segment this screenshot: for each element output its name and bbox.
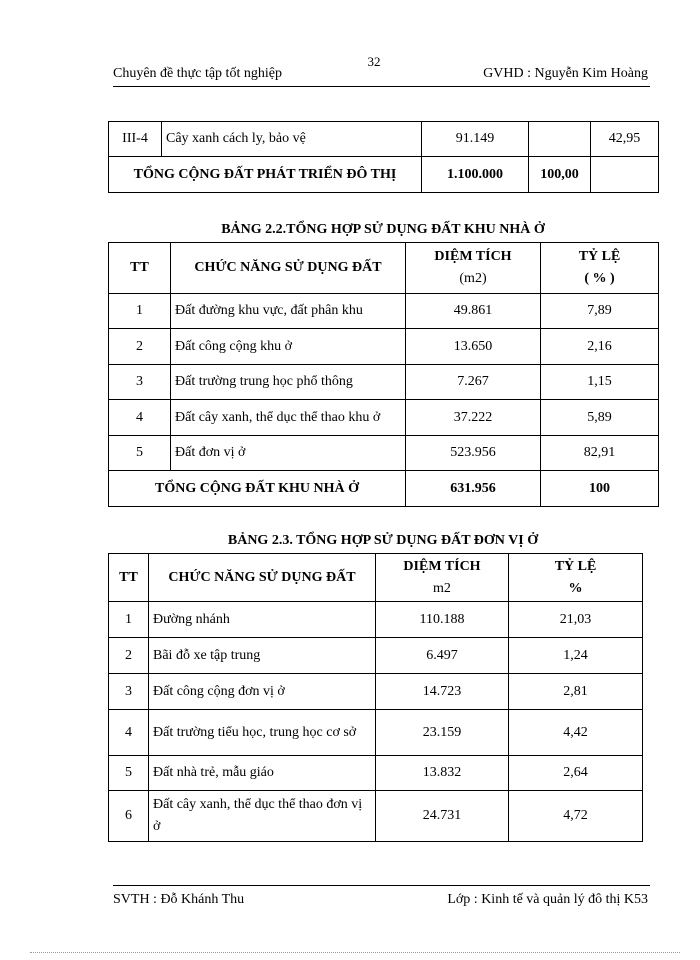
table-row xyxy=(109,791,643,842)
header-advisor: GVHD : Nguyễn Kim Hoàng xyxy=(483,66,648,81)
cell-function: Đường nhánh xyxy=(149,602,376,638)
cell-area: 13.832 xyxy=(376,756,509,791)
cell-function: Đất trường tiểu học, trung học cơ sở xyxy=(149,710,376,756)
cell-area: 523.956 xyxy=(406,436,541,471)
cell-function: Đất đơn vị ở xyxy=(171,436,406,471)
cell-ratio: 4,42 xyxy=(509,710,643,756)
cell-tt: 3 xyxy=(109,674,149,710)
cell-area: 37.222 xyxy=(406,400,541,436)
cell-tt: 2 xyxy=(109,638,149,674)
cell-function: Cây xanh cách ly, bảo vệ xyxy=(162,122,422,157)
cell-area: 23.159 xyxy=(376,710,509,756)
cell-ratio: 2,81 xyxy=(509,674,643,710)
table-row xyxy=(109,756,643,791)
cell-tt: 1 xyxy=(109,294,171,329)
cell-function: Đất cây xanh, thể dục thể thao khu ở xyxy=(171,400,406,436)
header-tt: TT xyxy=(109,554,149,602)
table-row xyxy=(109,638,643,674)
cell-tt: 5 xyxy=(109,756,149,791)
table2-title: BẢNG 2.2.TỔNG HỢP SỬ DỤNG ĐẤT KHU NHÀ Ở xyxy=(221,222,545,237)
total-label: TỔNG CỘNG ĐẤT PHÁT TRIỂN ĐÔ THỊ xyxy=(109,157,422,193)
cell-function: Bãi đỗ xe tập trung xyxy=(149,638,376,674)
table-row xyxy=(109,365,659,400)
cell-area: 91.149 xyxy=(422,122,529,157)
cell-area: 13.650 xyxy=(406,329,541,365)
table-header-row xyxy=(109,243,659,294)
header-ratio xyxy=(541,243,659,294)
table-row xyxy=(109,710,643,756)
cell-tt: 1 xyxy=(109,602,149,638)
table-continuation xyxy=(108,121,659,193)
header-tt: TT xyxy=(109,243,171,294)
cell-area: 24.731 xyxy=(376,791,509,842)
header-ratio-label: TỶ LỆ xyxy=(578,249,621,264)
cell-ratio: 82,91 xyxy=(541,436,659,471)
header-area-label: DIỆM TÍCH xyxy=(434,249,512,264)
cell-function: Đất trường trung học phổ thông xyxy=(171,365,406,400)
header-ratio-unit: ( % ) xyxy=(584,271,615,286)
table-row xyxy=(109,400,659,436)
cell-area: 6.497 xyxy=(376,638,509,674)
cell-ratio: 2,64 xyxy=(509,756,643,791)
header-rule xyxy=(113,86,650,87)
cell-ratio: 7,89 xyxy=(541,294,659,329)
header-ratio xyxy=(509,554,643,602)
total-area: 631.956 xyxy=(406,471,541,507)
total-label: TỔNG CỘNG ĐẤT KHU NHÀ Ở xyxy=(109,471,406,507)
total-ratio: 100,00 xyxy=(529,157,591,193)
cell-function: Đất cây xanh, thể dục thể thao đơn vị ở xyxy=(149,791,376,842)
page-bottom-dotted-line xyxy=(30,952,680,953)
cell-area: 14.723 xyxy=(376,674,509,710)
cell-function: Đất nhà trẻ, mẫu giáo xyxy=(149,756,376,791)
cell-tt: III-4 xyxy=(109,122,162,157)
header-function: CHỨC NĂNG SỬ DỤNG ĐẤT xyxy=(149,554,376,602)
cell-function: Đất công cộng đơn vị ở xyxy=(149,674,376,710)
cell-empty xyxy=(529,122,591,157)
footer-class: Lớp : Kinh tế và quản lý đô thị K53 xyxy=(447,892,648,907)
cell-ratio: 4,72 xyxy=(509,791,643,842)
header-ratio-unit: % xyxy=(568,580,583,596)
header-ratio-label: TỶ LỆ xyxy=(554,558,597,574)
header-area-unit: m2 xyxy=(433,580,451,596)
table-row xyxy=(109,436,659,471)
table-total-row xyxy=(109,471,659,507)
cell-tt: 5 xyxy=(109,436,171,471)
cell-ratio: 5,89 xyxy=(541,400,659,436)
table-row xyxy=(109,674,643,710)
table-row xyxy=(109,122,659,157)
header-area-unit: (m2) xyxy=(459,271,487,286)
cell-function: Đất công cộng khu ở xyxy=(171,329,406,365)
cell-ratio: 2,16 xyxy=(541,329,659,365)
table-row xyxy=(109,329,659,365)
cell-tt: 6 xyxy=(109,791,149,842)
cell-tt: 2 xyxy=(109,329,171,365)
cell-function: Đất đường khu vực, đất phân khu xyxy=(171,294,406,329)
header-area-label: DIỆM TÍCH xyxy=(403,558,481,574)
table-row xyxy=(109,294,659,329)
header-area xyxy=(406,243,541,294)
header-function: CHỨC NĂNG SỬ DỤNG ĐẤT xyxy=(171,243,406,294)
cell-empty xyxy=(591,157,659,193)
cell-area: 110.188 xyxy=(376,602,509,638)
total-ratio: 100 xyxy=(541,471,659,507)
cell-tt: 4 xyxy=(109,400,171,436)
cell-ratio: 42,95 xyxy=(591,122,659,157)
table-row xyxy=(109,602,643,638)
footer-rule xyxy=(113,885,650,886)
table3 xyxy=(108,553,643,842)
cell-ratio: 21,03 xyxy=(509,602,643,638)
table-total-row xyxy=(109,157,659,193)
cell-ratio: 1,15 xyxy=(541,365,659,400)
table2 xyxy=(108,242,659,507)
page-number: 32 xyxy=(367,54,381,69)
header-title: Chuyên đề thực tập tốt nghiệp xyxy=(113,66,282,81)
table-header-row xyxy=(109,554,643,602)
table3-title: BẢNG 2.3. TỔNG HỢP SỬ DỤNG ĐẤT ĐƠN VỊ Ở xyxy=(227,533,539,548)
cell-tt: 3 xyxy=(109,365,171,400)
total-area: 1.100.000 xyxy=(422,157,529,193)
cell-tt: 4 xyxy=(109,710,149,756)
header-area xyxy=(376,554,509,602)
footer-student: SVTH : Đỗ Khánh Thu xyxy=(113,892,245,907)
cell-area: 7.267 xyxy=(406,365,541,400)
cell-ratio: 1,24 xyxy=(509,638,643,674)
cell-area: 49.861 xyxy=(406,294,541,329)
